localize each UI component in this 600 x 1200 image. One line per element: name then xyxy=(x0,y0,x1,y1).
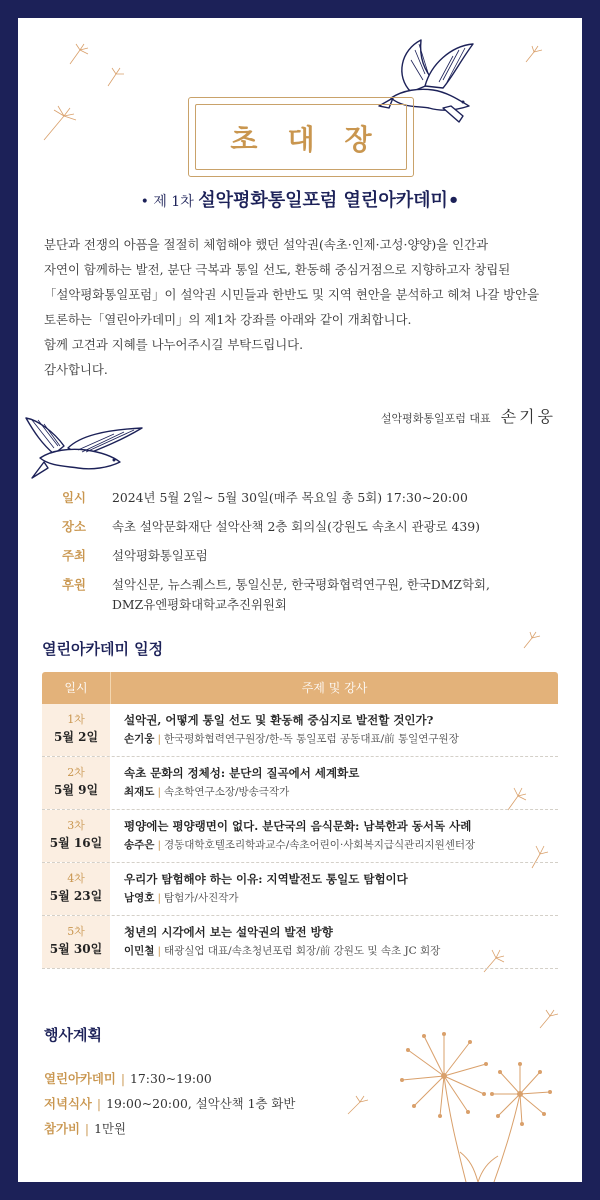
event-info xyxy=(62,488,562,624)
session-topic: 평양에는 평양랭면이 없다. 분단국의 음식문화: 남북한과 동서독 사례 xyxy=(124,819,472,833)
session-date: 5월 16일 xyxy=(49,836,103,850)
session-topic: 우리가 탐험해야 하는 이유: 지역발전도 통일도 탐험이다 xyxy=(124,872,408,886)
speaker-role: 태광실업 대표/속초청년포럼 회장/前 강원도 및 속초 JC 회장 xyxy=(163,945,441,957)
col-topic: 주제 및 강사 xyxy=(301,681,368,695)
schedule-header xyxy=(42,672,558,704)
table-row: 5차 5월 30일 청년의 시각에서 보는 설악권의 발전 방향 이민철 | 태광실업 대표/속초청년포럼 회장/前 강원도 및 속초 JC 회장 xyxy=(42,916,558,969)
info-value xyxy=(112,575,562,615)
dandelion-seed-icon xyxy=(522,630,542,650)
info-value: 속초 설악문화재단 설악산책 2층 회의실(강원도 속초시 관광로 439) xyxy=(112,519,481,534)
sponsor-line: DMZ유엔평화대학교추진위원회 xyxy=(112,597,287,612)
session-topic: 청년의 시각에서 보는 설악권의 발전 방향 xyxy=(124,925,333,939)
info-value: 설악평화통일포럼 xyxy=(112,548,208,563)
session-date: 5월 9일 xyxy=(53,783,99,797)
dove-icon xyxy=(24,406,146,484)
dandelion-seed-icon xyxy=(524,44,544,64)
intro-line: 함께 고견과 지혜를 나누어주시길 부탁드립니다. xyxy=(44,337,304,352)
dandelion-seed-icon xyxy=(104,66,126,88)
intro-line: 자연이 함께하는 발전, 분단 극복과 통일 선도, 환동해 중심거점으로 지향하고자 창립된 xyxy=(44,262,511,277)
intro-line: 토론하는「열린아카데미」의 제1차 강좌를 아래와 같이 개최합니다. xyxy=(44,312,412,327)
plan-label: 참가비 xyxy=(44,1121,80,1136)
plan-value: 1만원 xyxy=(94,1121,126,1136)
speaker-name: 최재도 xyxy=(124,786,155,798)
plan-value: 17:30~19:00 xyxy=(130,1071,212,1086)
session-date: 5월 23일 xyxy=(49,889,103,903)
col-date: 일시 xyxy=(42,672,111,704)
dandelion-icon xyxy=(374,1020,574,1182)
info-row-host xyxy=(62,546,562,566)
info-row-venue xyxy=(62,517,562,537)
plan-label: 저녁식사 xyxy=(44,1096,92,1111)
title-frame xyxy=(188,97,414,177)
info-row-sponsor xyxy=(62,575,562,615)
session-num: 3차 xyxy=(67,819,85,832)
plan-item: 참가비 | 1만원 xyxy=(44,1121,126,1136)
signature xyxy=(381,404,556,427)
session-topic: 설악권, 어떻게 통일 선도 및 환동해 중심지로 발전할 것인가? xyxy=(124,713,434,727)
intro-line: 감사합니다. xyxy=(44,362,108,377)
intro-line: 「설악평화통일포럼」이 설악권 시민들과 한반도 및 지역 현안을 분석하고 헤쳐 나갈 방안을 xyxy=(44,287,540,302)
intro-text xyxy=(44,232,560,382)
invitation-card xyxy=(18,18,582,1182)
intro-line: 분단과 전쟁의 아픔을 절절히 체험해야 했던 설악권(속초·인제·고성·양양)을 인간과 xyxy=(44,237,489,252)
plan-title: 행사계획 xyxy=(44,1026,102,1044)
table-row: 4차 5월 23일 우리가 탐험해야 하는 이유: 지역발전도 통일도 탐험이다 남영호 | 탐험가/사진작가 xyxy=(42,863,558,916)
dandelion-seed-icon xyxy=(346,1094,370,1116)
plan-item: 열린아카데미 | 17:30~19:00 xyxy=(44,1071,212,1086)
session-topic: 속초 문화의 정체성: 분단의 질곡에서 세계화로 xyxy=(124,766,360,780)
schedule-title: 열린아카데미 일정 xyxy=(42,640,164,658)
subtitle-main: 설악평화통일포럼 열린아카데미• xyxy=(198,190,460,211)
session-date: 5월 2일 xyxy=(53,730,99,744)
sponsor-line: 설악신문, 뉴스퀘스트, 통일신문, 한국평화협력연구원, 한국DMZ학회, xyxy=(112,577,490,592)
session-num: 4차 xyxy=(67,872,85,885)
plan-value: 19:00~20:00, 설악산책 1층 화반 xyxy=(106,1096,296,1111)
dandelion-seed-icon xyxy=(40,104,80,144)
subtitle-prefix: • 제 1차 xyxy=(140,194,199,210)
speaker-role: 속초학연구소장/방송극작가 xyxy=(163,786,290,798)
speaker-role: 경동대학호텔조리학과교수/속초어린이·사회복지급식관리지원센터장 xyxy=(163,839,476,851)
info-row-datetime xyxy=(62,488,562,508)
session-num: 5차 xyxy=(67,925,85,938)
speaker-role: 탐험가/사진작가 xyxy=(163,892,239,904)
speaker-name: 손기웅 xyxy=(124,733,155,745)
event-plan xyxy=(44,1066,295,1141)
schedule-table xyxy=(42,672,558,969)
signature-org: 설악평화통일포럼 대표 xyxy=(380,412,491,425)
table-row: 2차 5월 9일 속초 문화의 정체성: 분단의 질곡에서 세계화로 최재도 | 속초학연구소장/방송극작가 xyxy=(42,757,558,810)
info-label: 일시 xyxy=(62,490,86,505)
speaker-name: 송주은 xyxy=(124,839,155,851)
speaker-role: 한국평화협력연구원장/한-독 통일포럼 공동대표/前 통일연구원장 xyxy=(163,733,459,745)
session-num: 2차 xyxy=(67,766,85,779)
event-subtitle xyxy=(18,186,582,212)
session-num: 1차 xyxy=(67,713,85,726)
info-label: 후원 xyxy=(62,577,86,592)
dandelion-seed-icon xyxy=(66,42,90,66)
plan-item: 저녁식사 | 19:00~20:00, 설악산책 1층 화반 xyxy=(44,1096,296,1111)
table-row: 1차 5월 2일 설악권, 어떻게 통일 선도 및 환동해 중심지로 발전할 것인가? 손기웅 | 한국평화협력연구원장/한-독 통일포럼 공동대표/前 통일연구원장 xyxy=(42,704,558,757)
session-date: 5월 30일 xyxy=(49,942,103,956)
info-label: 장소 xyxy=(62,519,86,534)
speaker-name: 남영호 xyxy=(124,892,155,904)
signature-name: 손기웅 xyxy=(500,407,556,426)
info-label: 주최 xyxy=(62,548,86,563)
info-value: 2024년 5월 2일~ 5월 30일(매주 목요일 총 5회) 17:30~20:00 xyxy=(112,490,468,505)
plan-label: 열린아카데미 xyxy=(44,1071,116,1086)
table-row: 3차 5월 16일 평양에는 평양랭면이 없다. 분단국의 음식문화: 남북한과 동서독 사례 송주은 | 경동대학호텔조리학과교수/속초어린이·사회복지급식관리지원센터장 xyxy=(42,810,558,863)
speaker-name: 이민철 xyxy=(124,945,155,957)
page-title: 초대장 xyxy=(230,123,402,156)
